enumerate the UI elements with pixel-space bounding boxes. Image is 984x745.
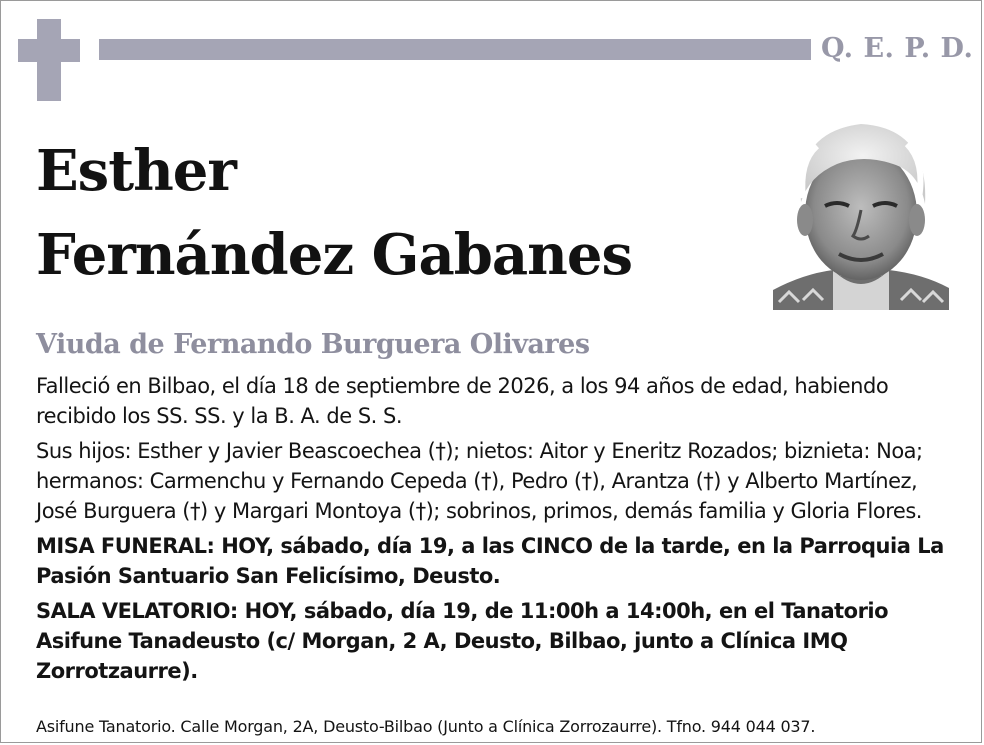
cross-horizontal-bar	[18, 39, 80, 62]
wake-paragraph: SALA VELATORIO: HOY, sábado, día 19, de 11:00h a 14:00h, en el Tanatorio Asifune Tanadeusto (c/ Morgan, 2 A, Deusto, Bilbao, junto a Clínica IMQ Zorrotzaurre).	[36, 599, 889, 683]
portrait-image	[773, 102, 949, 310]
first-name: Esther	[36, 138, 236, 204]
funeral-mass-paragraph: MISA FUNERAL: HOY, sábado, día 19, a las CINCO de la tarde, en la Parroquia La Pasión Santuario San Felicísimo, Deusto.	[36, 534, 944, 588]
header-rule	[99, 39, 811, 60]
deceased-photo	[773, 102, 949, 310]
widow-of-line: Viuda de Fernando Burguera Olivares	[36, 329, 590, 360]
deceased-name	[36, 129, 632, 297]
qepd-label: Q. E. P. D.	[821, 33, 974, 64]
funeral-home-footer: Asifune Tanatorio. Calle Morgan, 2A, Deusto-Bilbao (Junto a Clínica Zorrozaurre). Tfno. 944 044 037.	[36, 717, 816, 736]
surnames: Fernández Gabanes	[36, 222, 633, 288]
death-paragraph: Falleció en Bilbao, el día 18 de septiembre de 2026, a los 94 años de edad, habiendo recibido los SS. SS. y la B. A. de S. S.	[36, 374, 889, 428]
obituary-body	[36, 371, 956, 691]
family-paragraph: Sus hijos: Esther y Javier Beascoechea (†); nietos: Aitor y Eneritz Rozados; biznieta: Noa; hermanos: Carmenchu y Fernando Cepeda (†), Pedro (†), Arantza (†) y Alberto Martínez, José Burguera (†) y Margari Montoya (†); sobrinos, primos, demás familia y Gloria Flores.	[36, 439, 923, 523]
